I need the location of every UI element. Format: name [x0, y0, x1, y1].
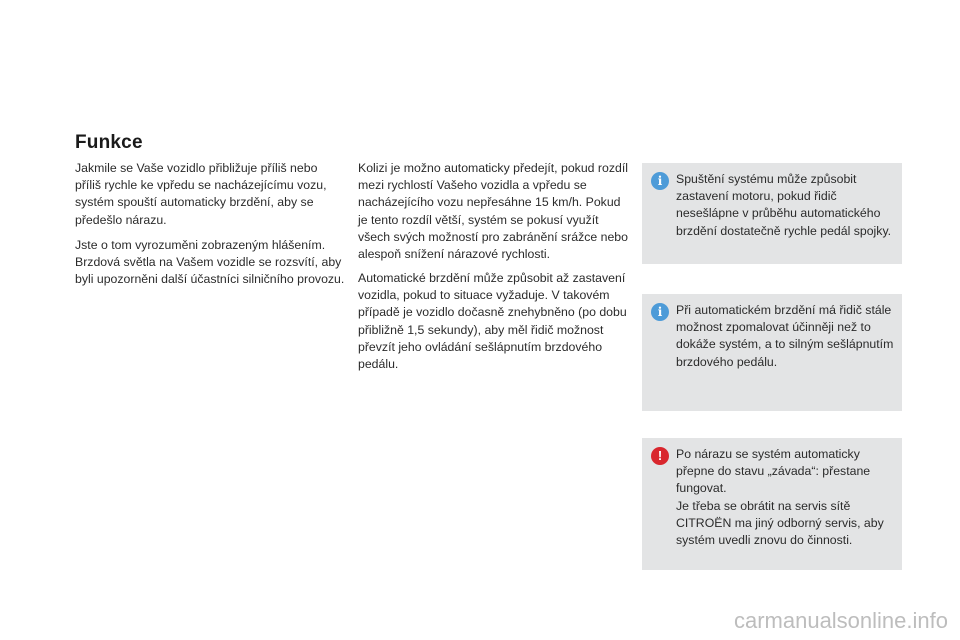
info-note-driver-braking	[642, 294, 902, 411]
info-note-engine-stop	[642, 163, 902, 264]
collision-avoidance-paragraph: Kolizi je možno automaticky předejít, pokud rozdíl mezi rychlostí Vašeho vozidla a vpředu se nacházejícího vozu nepřesáhne 15 km/h. Pokud je tento rozdíl větší, systém se pokusí využít všech svých možností pro zabránění srážce nebo alespoň snížení nárazové rychlosti.	[358, 161, 628, 262]
automatic-braking-paragraph: Automatické brzdění může způsobit až zastavení vozidla, pokud to situace vyžaduje. V takovém případě je vozidlo dočasně znehybněno (po dobu přibližně 1,5 sekundy), aby měl řidič možnost převzít jeho ovládání sešlápnutím brzdového pedálu.	[358, 271, 627, 372]
info-icon: i	[651, 172, 669, 190]
note-text: Při automatickém brzdění má řidič stále možnost zpomalovat účinněji než to dokáže systém, a to silným sešlápnutím brzdového pedálu.	[676, 303, 894, 369]
warning-icon: !	[651, 447, 669, 465]
note-text: Spuštění systému může způsobit zastavení motoru, pokud řidič nesešlápne v průběhu automatického brzdění dostatečně rychle pedál spojky.	[676, 172, 892, 238]
page-title: Funkce	[75, 132, 143, 153]
note-text: Po nárazu se systém automaticky přepne do stavu „závada“: přestane fungovat. Je třeba se obrátit na servis sítě CITROËN ma jiný odborný servis, aby systém uvedli znovu do činnosti.	[676, 447, 884, 548]
warning-note-fault	[642, 438, 902, 570]
watermark: carmanualsonline.info	[733, 608, 948, 633]
notification-paragraph: Jste o tom vyrozuměni zobrazeným hlášením. Brzdová světla na Vašem vozidle se rozsvítí, aby byli upozorněni další účastníci silničního provozu.	[75, 238, 345, 287]
info-icon: i	[651, 303, 669, 321]
intro-paragraph: Jakmile se Vaše vozidlo přibližuje příliš nebo příliš rychle ke vpředu se nacházejícímu vozu, systém spouští automaticky brzdění, aby se předešlo nárazu.	[75, 161, 327, 227]
